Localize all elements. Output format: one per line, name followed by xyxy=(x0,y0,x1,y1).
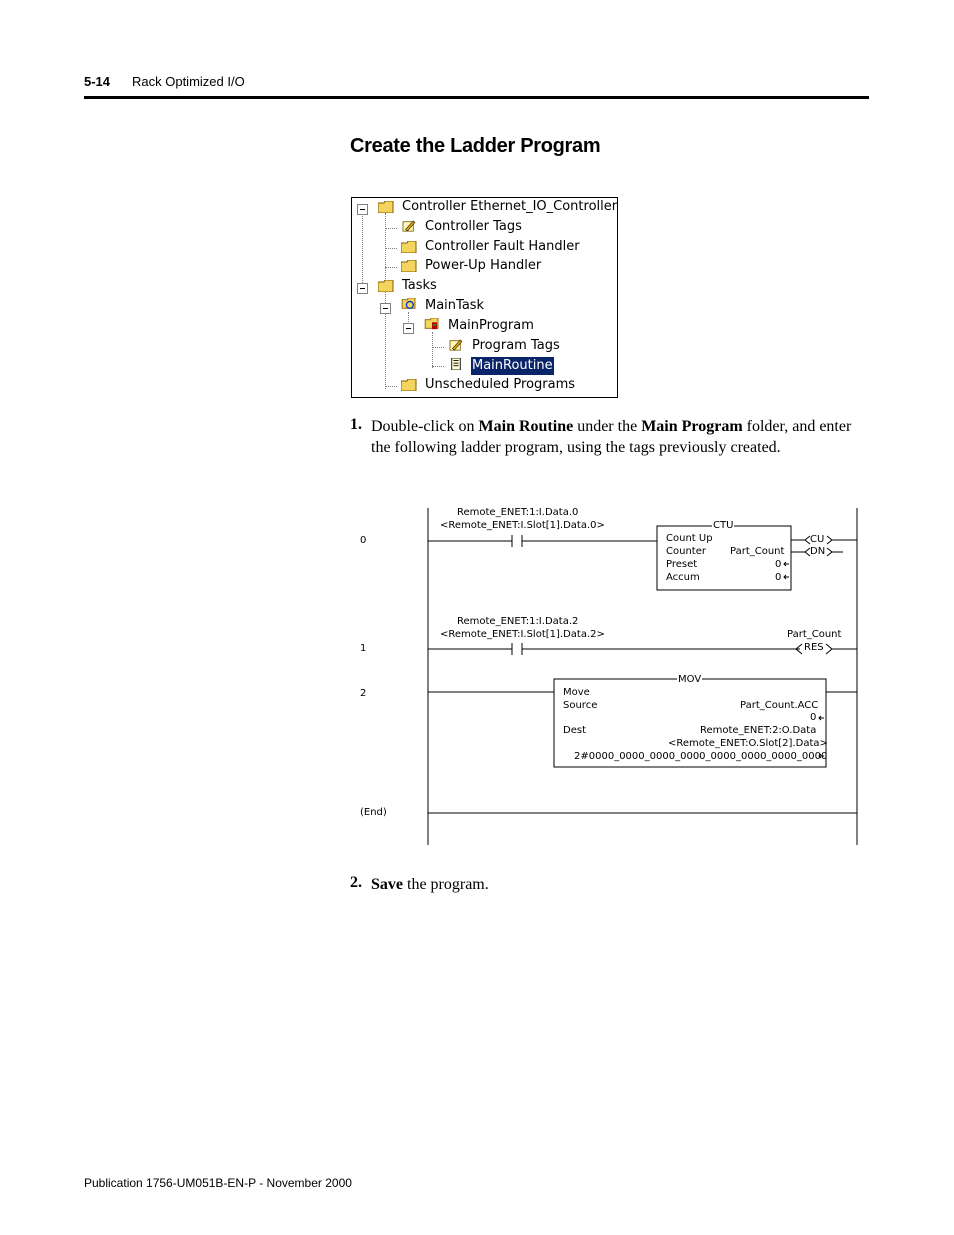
collapse-toggle[interactable] xyxy=(357,204,368,215)
step-text-bold: Main Program xyxy=(641,418,743,435)
block-name: CTU xyxy=(713,520,734,531)
tree-connector xyxy=(432,366,444,367)
tree-connector xyxy=(362,213,363,289)
tree-connector xyxy=(385,267,397,268)
block-param-value: 0 xyxy=(810,712,817,723)
folder-icon xyxy=(401,379,417,391)
step-text: folder, and enter the following ladder program, using the tags previously created. xyxy=(371,418,852,456)
output-bracket-right xyxy=(827,536,832,544)
coil-bracket-right xyxy=(826,644,832,654)
routine-icon xyxy=(448,358,464,370)
tree-item-label: Tasks xyxy=(402,278,437,293)
folder-icon xyxy=(378,201,394,213)
block-param-label: Source xyxy=(563,700,598,711)
tree-connector xyxy=(385,248,397,249)
contact-alias: <Remote_ENET:I.Slot[1].Data.2> xyxy=(440,629,605,640)
block-param-value: 2#0000_0000_0000_0000_0000_0000_0000_0000 xyxy=(574,751,828,762)
collapse-toggle[interactable] xyxy=(403,323,414,334)
output-cu: CU xyxy=(810,534,825,545)
block-name: MOV xyxy=(678,674,702,685)
contact-tag: Remote_ENET:1:I.Data.0 xyxy=(457,507,579,518)
tree-item-label: Controller Fault Handler xyxy=(425,239,580,254)
folder-icon xyxy=(378,280,394,292)
step-text: Double-click on xyxy=(371,418,479,435)
step-text: the program. xyxy=(403,876,489,893)
section-title: Rack Optimized I/O xyxy=(132,74,245,89)
tags-icon xyxy=(401,220,417,232)
tree-item-label: Program Tags xyxy=(472,338,560,353)
block-param-value: Part_Count xyxy=(730,546,785,557)
step-text-bold: Save xyxy=(371,876,403,893)
block-description: Move xyxy=(563,687,590,698)
block-param-label: Preset xyxy=(666,559,698,570)
block-param-label: Dest xyxy=(563,725,586,736)
step-2-text xyxy=(371,874,859,895)
folder-icon xyxy=(401,241,417,253)
contact-tag: Remote_ENET:1:I.Data.2 xyxy=(457,616,579,627)
coil-res: RES xyxy=(804,642,824,653)
program-icon xyxy=(424,318,440,330)
step-text-bold: Main Routine xyxy=(478,418,574,435)
rung-number: 0 xyxy=(360,535,367,546)
output-dn: DN xyxy=(810,546,826,557)
tree-connector xyxy=(385,228,397,229)
block-param-value: 0 xyxy=(775,559,782,570)
ladder-diagram xyxy=(340,500,870,850)
controller-organizer-tree xyxy=(351,197,618,398)
header-rule xyxy=(84,96,869,99)
rung-number: 2 xyxy=(360,688,367,699)
tree-item-label: Controller Tags xyxy=(425,219,522,234)
tree-item-label: MainTask xyxy=(425,298,485,313)
tree-item-label: MainRoutine xyxy=(472,358,553,373)
task-icon xyxy=(401,298,417,310)
step-text: under the xyxy=(573,418,642,435)
tree-connector xyxy=(432,347,444,348)
rung-number: 1 xyxy=(360,643,367,654)
ladder-graphics xyxy=(340,500,870,850)
collapse-toggle[interactable] xyxy=(380,303,391,314)
block-param-label: Counter xyxy=(666,546,706,557)
output-bracket-right xyxy=(827,548,832,556)
tree-item-label: Power-Up Handler xyxy=(425,258,542,273)
tree-connector xyxy=(432,332,433,368)
page-number: 5-14 xyxy=(84,74,111,89)
step-number: 2. xyxy=(350,874,362,891)
folder-icon xyxy=(401,260,417,272)
tags-icon xyxy=(448,339,464,351)
collapse-toggle[interactable] xyxy=(357,283,368,294)
end-label: (End) xyxy=(360,807,387,818)
block-param-alias: <Remote_ENET:O.Slot[2].Data> xyxy=(668,738,828,749)
step-1-text xyxy=(371,416,859,458)
publication-footer: Publication 1756-UM051B-EN-P - November 2000 xyxy=(84,1176,352,1190)
block-param-label: Accum xyxy=(666,572,700,583)
page-title: Create the Ladder Program xyxy=(350,135,601,157)
block-description: Count Up xyxy=(666,533,713,544)
contact-alias: <Remote_ENET:I.Slot[1].Data.0> xyxy=(440,520,605,531)
block-param-value: Remote_ENET:2:O.Data xyxy=(700,725,817,736)
block-param-value: Part_Count.ACC xyxy=(740,700,819,711)
tree-item-label: Unscheduled Programs xyxy=(425,377,576,392)
coil-tag: Part_Count xyxy=(787,629,842,640)
tree-connector xyxy=(385,386,397,387)
block-param-value: 0 xyxy=(775,572,782,583)
tree-item-label: MainProgram xyxy=(448,318,534,333)
step-number: 1. xyxy=(350,416,362,433)
tree-item-label: Controller Ethernet_IO_Controller xyxy=(402,199,618,214)
